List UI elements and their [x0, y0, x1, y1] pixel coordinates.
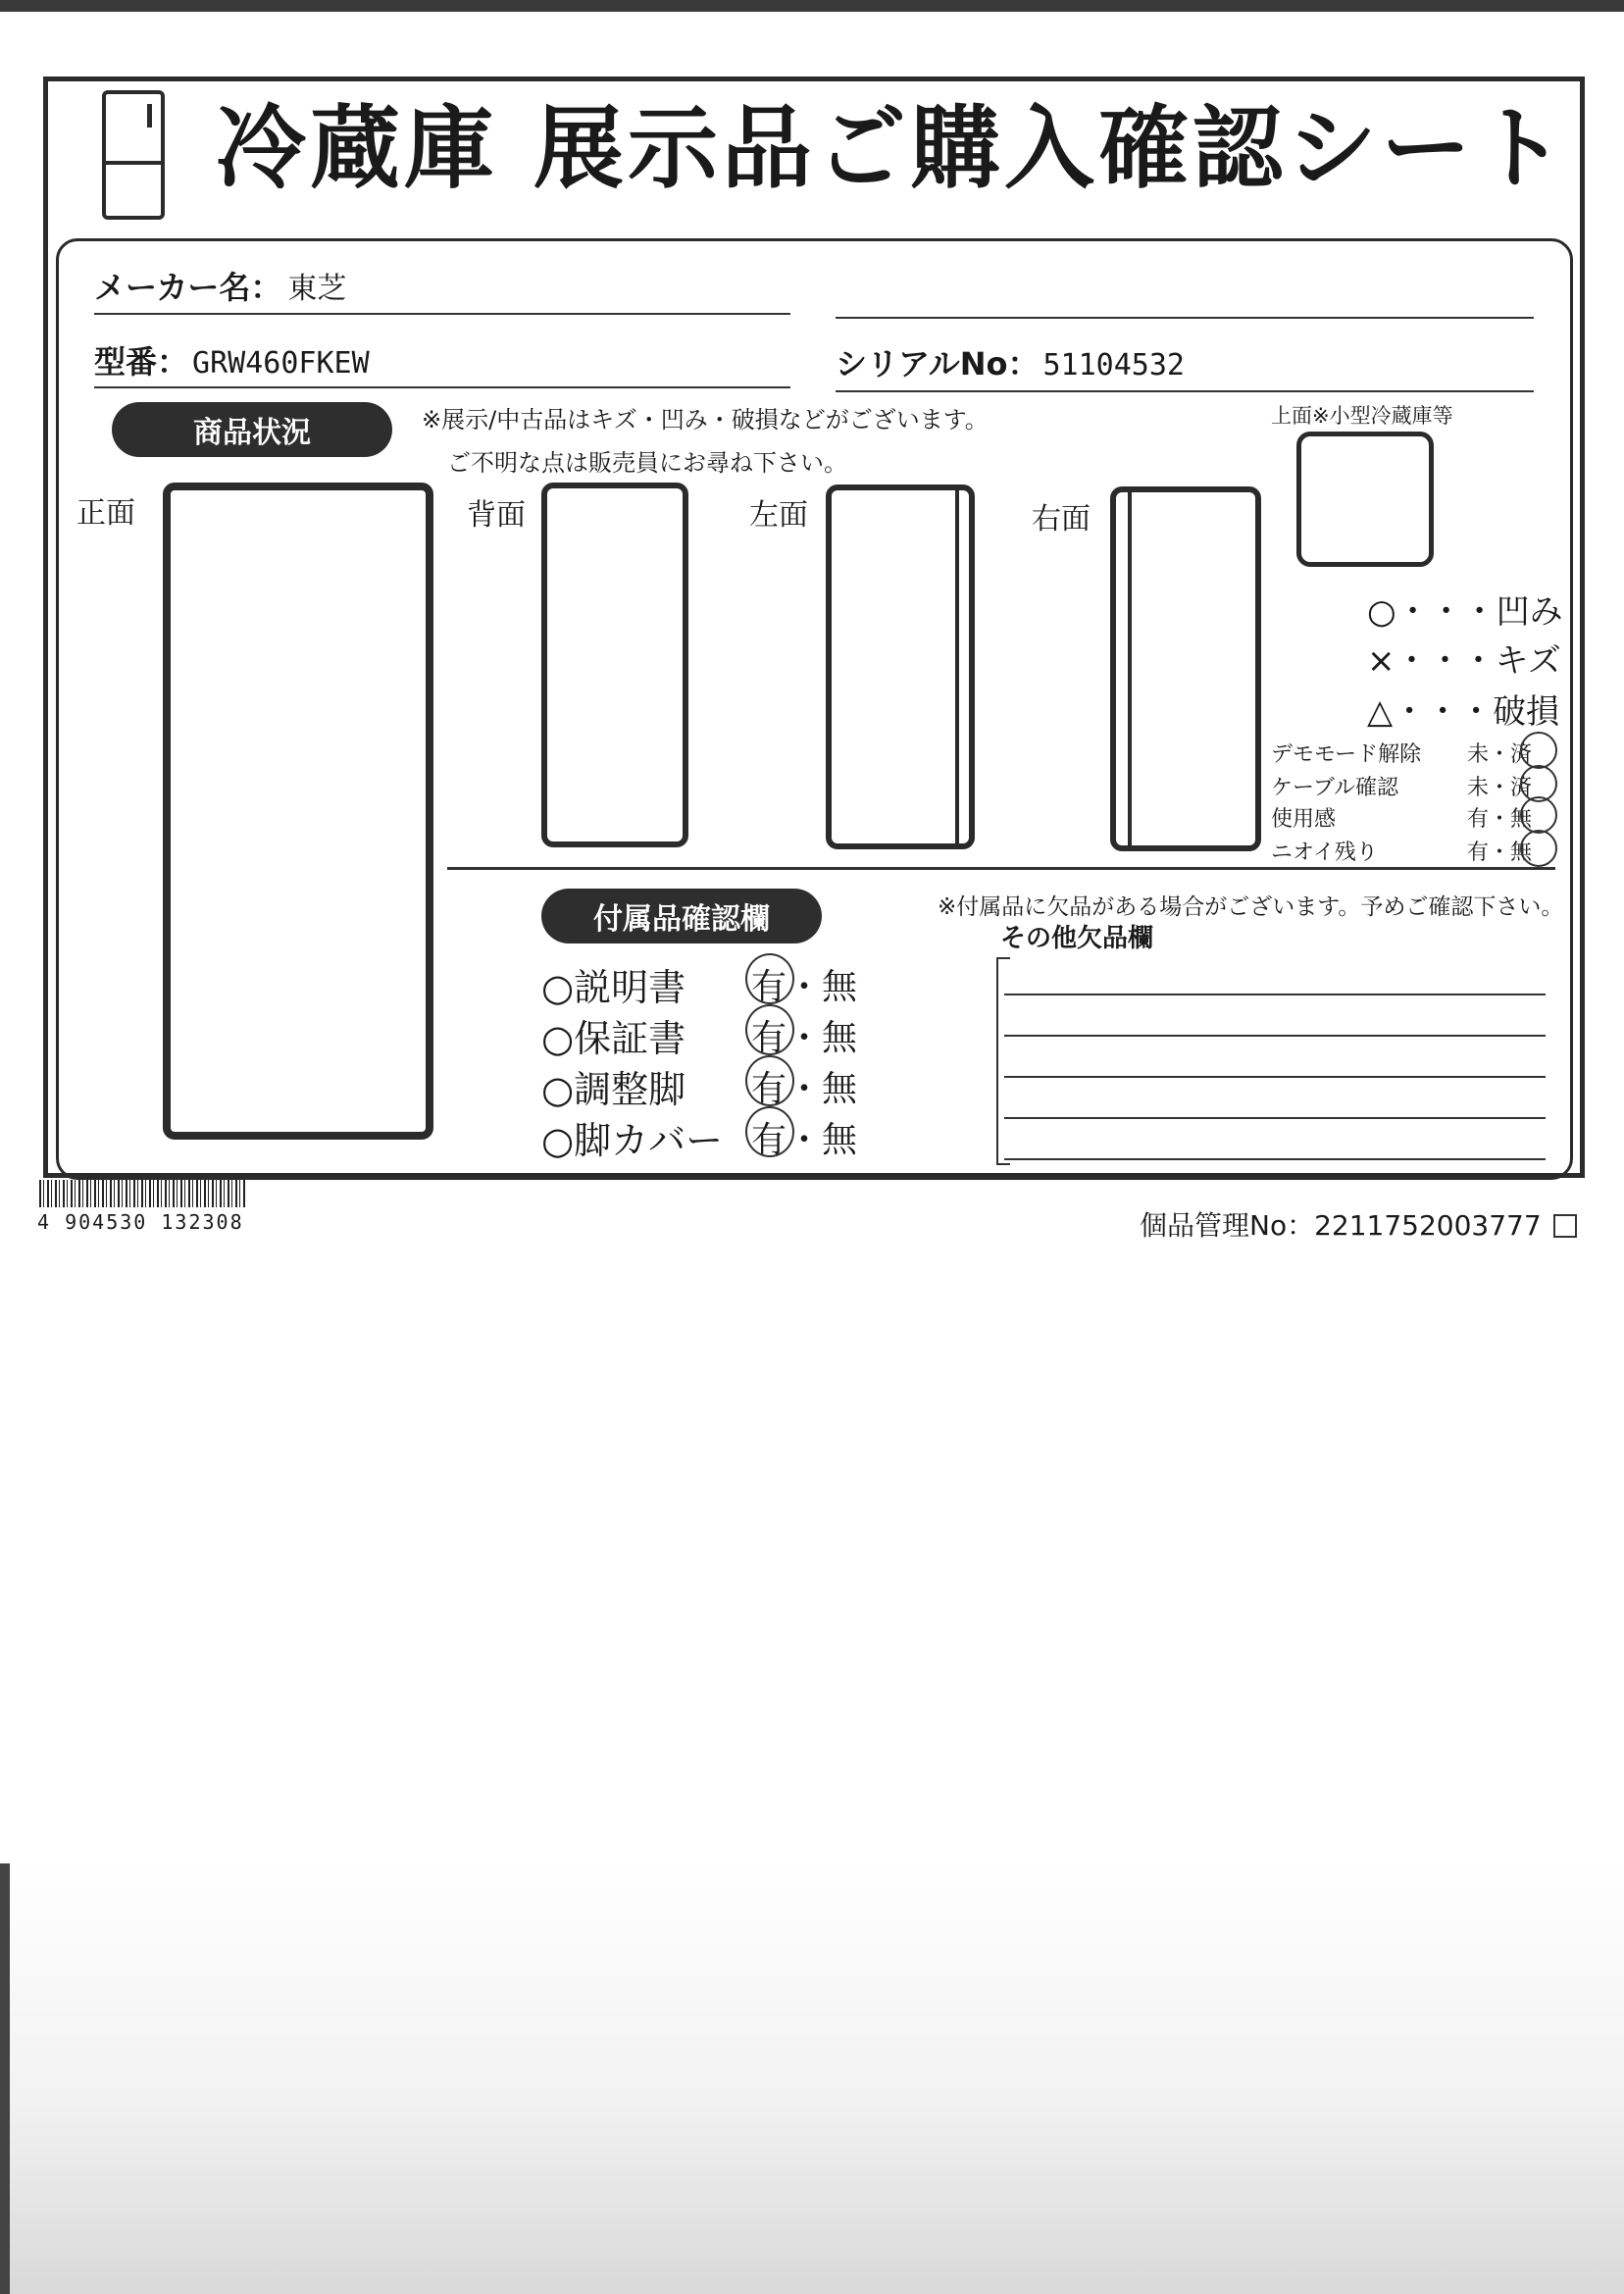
condition-header: 商品状況 [112, 402, 392, 457]
maker-value: 東芝 [287, 272, 347, 306]
scan-top-edge [0, 0, 1624, 12]
management-checkbox[interactable] [1553, 1214, 1577, 1238]
management-number: 個品管理No：2211752003777 [1140, 1209, 1542, 1242]
status-odor-circle [1520, 830, 1557, 867]
status-cable-label: ケーブル確認 [1271, 776, 1399, 800]
front-view-label: 正面 [76, 496, 135, 531]
maker-extra-line [836, 317, 1534, 319]
other-missing-line-2[interactable] [1004, 1035, 1546, 1037]
status-cable-opt-b[interactable]: 済 [1510, 776, 1533, 800]
accessory-feet-opt-b[interactable]: 無 [822, 1069, 858, 1109]
serial-field [836, 339, 1185, 384]
legend-damage-dots: ・・・ [1393, 692, 1494, 732]
accessory-manual-circle [745, 953, 794, 1004]
accessories-note: ※付属品に欠品がある場合がございます。予めご確認下さい。 [938, 894, 1564, 920]
status-demo-label: デモモード解除 [1271, 742, 1422, 767]
other-missing-line-5[interactable] [1004, 1158, 1546, 1160]
legend-scratch-meaning: キズ [1495, 641, 1561, 681]
status-demo-circle [1520, 732, 1557, 769]
right-view-label: 右面 [1032, 502, 1091, 536]
status-odor-opt-b[interactable]: 無 [1510, 841, 1533, 865]
status-demo-opt-a[interactable]: 未 [1467, 742, 1490, 767]
barcode [39, 1180, 245, 1207]
status-cable-sep: ・ [1489, 776, 1511, 800]
status-demo-sep: ・ [1489, 742, 1511, 767]
other-missing-header: その他欠品欄 [1000, 924, 1154, 953]
accessory-feet-circle [745, 1055, 794, 1106]
left-view-panel[interactable] [826, 484, 975, 849]
page-title: 冷蔵庫 展示品ご購入確認シート [216, 96, 1570, 201]
accessory-feet-sep: ・ [787, 1069, 823, 1109]
model-label: 型番： [94, 343, 189, 381]
legend-scratch [1367, 634, 1561, 682]
model-field [94, 337, 370, 382]
back-view-panel[interactable] [541, 483, 688, 847]
accessory-warranty-sep: ・ [787, 1018, 823, 1058]
legend-damage-symbol: △ [1367, 692, 1394, 732]
status-cable-opt-a[interactable]: 未 [1467, 776, 1490, 800]
maker-field [94, 263, 346, 308]
status-odor-label: ニオイ残り [1271, 841, 1378, 865]
status-demo-opt-b[interactable]: 済 [1510, 742, 1533, 767]
accessory-warranty-circle [745, 1004, 794, 1055]
status-usage-circle [1520, 796, 1557, 834]
accessory-manual-label: ○説明書 [541, 966, 686, 1009]
front-view-panel[interactable] [163, 483, 433, 1140]
accessory-warranty-opt-a[interactable]: 有 [751, 1018, 787, 1058]
left-view-door-edge [955, 490, 959, 843]
condition-note-2: ご不明な点は販売員にお尋ね下さい。 [447, 449, 847, 477]
other-missing-line-4[interactable] [1004, 1117, 1546, 1119]
accessory-footcover-circle [745, 1106, 794, 1157]
status-usage-sep: ・ [1489, 807, 1511, 832]
status-odor-sep: ・ [1489, 841, 1511, 865]
accessory-footcover-label: ○脚カバー [541, 1119, 724, 1162]
accessory-manual-opt-a[interactable]: 有 [751, 967, 787, 1007]
accessory-footcover-opt-a[interactable]: 有 [751, 1120, 787, 1160]
other-missing-line-3[interactable] [1004, 1076, 1546, 1078]
legend-dent-meaning: 凹み [1496, 592, 1563, 632]
other-missing-line-1[interactable] [1004, 994, 1546, 995]
scan-left-edge [0, 1863, 10, 2294]
section-divider [447, 867, 1555, 870]
legend-dent-dots: ・・・ [1396, 592, 1497, 632]
accessory-feet-opt-a[interactable]: 有 [751, 1069, 787, 1109]
serial-underline [836, 390, 1534, 392]
maker-label: メーカー名： [94, 269, 282, 306]
legend-dent-symbol: ○ [1367, 592, 1396, 632]
other-missing-bracket [996, 957, 1010, 1165]
accessories-header: 付属品確認欄 [541, 889, 822, 943]
legend-damage [1367, 685, 1559, 733]
model-value: GRW460FKEW [192, 346, 370, 381]
accessory-warranty-label: ○保証書 [541, 1017, 686, 1060]
legend-scratch-symbol: × [1367, 641, 1396, 681]
maker-underline [94, 313, 790, 315]
accessory-manual-opt-b[interactable]: 無 [822, 967, 858, 1007]
right-view-panel[interactable] [1110, 486, 1261, 851]
legend-scratch-dots: ・・・ [1395, 641, 1496, 681]
status-odor-opt-a[interactable]: 有 [1467, 841, 1490, 865]
scan-background [0, 1859, 1624, 2294]
condition-note-1: ※展示/中古品はキズ・凹み・破損などがございます。 [422, 406, 989, 433]
legend-damage-meaning: 破損 [1493, 692, 1560, 732]
serial-value: 51104532 [1042, 348, 1185, 382]
model-underline [94, 386, 790, 388]
barcode-digits: 4 904530 132308 [37, 1210, 244, 1234]
serial-label: シリアルNo： [836, 345, 1040, 382]
refrigerator-icon [102, 90, 165, 220]
accessory-footcover-sep: ・ [787, 1120, 823, 1160]
accessory-manual-sep: ・ [787, 967, 823, 1007]
top-view-label: 上面※小型冷蔵庫等 [1271, 404, 1453, 428]
back-view-label: 背面 [467, 498, 526, 533]
accessory-feet-label: ○調整脚 [541, 1068, 686, 1111]
legend-dent [1367, 585, 1563, 633]
accessory-warranty-opt-b[interactable]: 無 [822, 1018, 858, 1058]
status-usage-opt-a[interactable]: 有 [1467, 807, 1490, 832]
top-view-panel[interactable] [1296, 432, 1434, 567]
left-view-label: 左面 [749, 498, 808, 533]
status-usage-label: 使用感 [1271, 807, 1337, 832]
status-usage-opt-b[interactable]: 無 [1510, 807, 1533, 832]
accessory-footcover-opt-b[interactable]: 無 [822, 1120, 858, 1160]
right-view-door-edge [1128, 492, 1132, 845]
